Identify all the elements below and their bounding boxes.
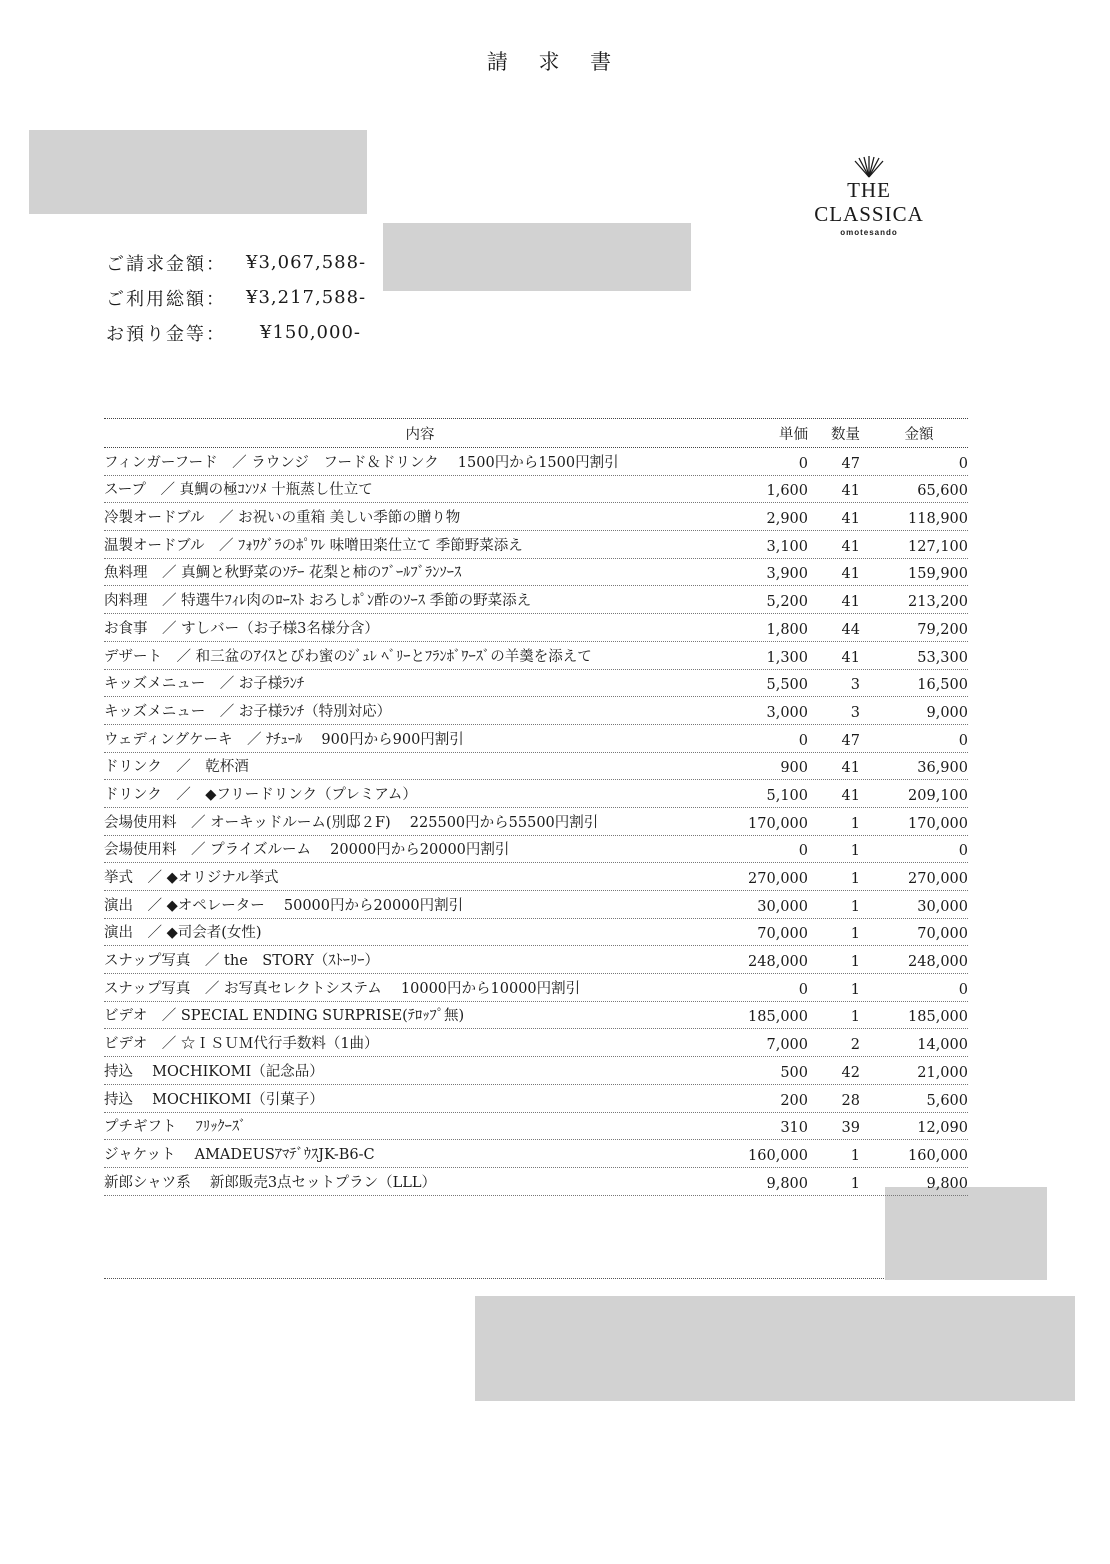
total-usage-label: ご利用総額：	[106, 288, 226, 310]
redacted-block	[885, 1187, 1047, 1280]
item-amount: 70,000	[917, 926, 968, 943]
item-unit-price: 3,100	[766, 538, 808, 555]
item-amount: 79,200	[917, 621, 968, 638]
item-amount: 14,000	[917, 1037, 968, 1054]
table-row	[104, 808, 968, 836]
item-description: キッズメニュー ／ お子様ﾗﾝﾁ（特別対応）	[104, 703, 392, 720]
item-quantity: 3	[850, 677, 860, 694]
item-unit-price: 1,600	[766, 483, 808, 500]
item-quantity: 41	[841, 566, 860, 583]
item-unit-price: 170,000	[748, 815, 808, 832]
table-row	[104, 503, 968, 531]
table-row	[104, 697, 968, 725]
fan-icon	[852, 156, 886, 178]
item-quantity: 47	[841, 455, 860, 472]
redacted-block	[383, 223, 691, 291]
document-title: 請 求 書	[486, 50, 624, 74]
item-unit-price: 200	[780, 1092, 808, 1109]
item-quantity: 41	[841, 649, 860, 666]
table-body	[104, 448, 968, 1196]
table-row	[104, 753, 968, 781]
item-description: スナップ写真 ／ the STORY（ｽﾄｰﾘｰ）	[104, 953, 380, 970]
total-billed-label: ご請求金額：	[106, 253, 226, 275]
table-row	[104, 1002, 968, 1030]
item-amount: 160,000	[908, 1147, 968, 1164]
invoice-table	[104, 418, 968, 1196]
table-row	[104, 448, 968, 476]
item-description: 挙式 ／ ◆オリジナル挙式	[104, 870, 279, 886]
redacted-block	[475, 1296, 1075, 1401]
item-description: ドリンク ／ 乾杯酒	[104, 759, 249, 776]
item-unit-price: 7,000	[766, 1037, 808, 1054]
item-unit-price: 5,500	[766, 677, 808, 694]
table-row	[104, 1140, 968, 1168]
logo-line1: THE	[847, 178, 891, 202]
item-unit-price: 0	[798, 843, 808, 860]
item-quantity: 1	[850, 1009, 860, 1026]
item-description: 魚料理 ／ 真鯛と秋野菜のｿﾃｰ 花梨と柿のﾌﾞｰﾙﾌﾞﾗﾝｿｰｽ	[104, 565, 462, 582]
item-amount: 209,100	[908, 787, 968, 804]
table-row	[104, 1113, 968, 1141]
item-quantity: 28	[841, 1092, 860, 1109]
item-amount: 21,000	[917, 1064, 968, 1081]
item-quantity: 3	[850, 704, 860, 721]
item-amount: 9,000	[926, 704, 968, 721]
table-row	[104, 642, 968, 670]
table-row	[104, 780, 968, 808]
item-description: フィンガーフード ／ ラウンジ フード＆ドリンク 1500円から1500円割引	[104, 454, 619, 471]
item-amount: 0	[958, 981, 968, 998]
item-amount: 213,200	[908, 594, 968, 611]
venue-logo	[808, 156, 930, 237]
table-row	[104, 1029, 968, 1057]
header-amount: 金額	[904, 426, 934, 443]
item-amount: 248,000	[908, 954, 968, 971]
item-description: 温製オードブル ／ ﾌｫﾜｸﾞﾗのﾎﾟﾜﾚ 味噌田楽仕立て 季節野菜添え	[104, 537, 523, 554]
item-amount: 12,090	[917, 1120, 968, 1137]
item-unit-price: 70,000	[757, 926, 808, 943]
item-amount: 16,500	[917, 677, 968, 694]
item-quantity: 41	[841, 594, 860, 611]
item-quantity: 1	[850, 815, 860, 832]
total-usage-value: ¥3,217,588-	[246, 287, 367, 308]
table-row	[104, 891, 968, 919]
total-usage	[106, 280, 367, 315]
table-header	[104, 418, 968, 448]
header-description: 内容	[405, 426, 435, 443]
item-amount: 9,800	[926, 1175, 968, 1192]
table-row	[104, 586, 968, 614]
item-quantity: 44	[841, 621, 860, 638]
item-quantity: 39	[841, 1120, 860, 1137]
item-quantity: 41	[841, 483, 860, 500]
table-row	[104, 725, 968, 753]
item-unit-price: 2,900	[766, 511, 808, 528]
item-quantity: 1	[850, 843, 860, 860]
table-row	[104, 1057, 968, 1085]
item-amount: 0	[958, 843, 968, 860]
item-unit-price: 185,000	[748, 1009, 808, 1026]
table-row	[104, 559, 968, 587]
item-description: ドリンク ／ ◆フリードリンク（プレミアム）	[104, 786, 417, 803]
item-quantity: 41	[841, 538, 860, 555]
total-billed-value: ¥3,067,588-	[246, 252, 367, 273]
item-amount: 0	[958, 732, 968, 749]
item-description: 会場使用料 ／ オーキッドルーム(別邸２F) 225500円から55500円割引	[104, 814, 599, 831]
item-description: 持込 MOCHIKOMI（記念品）	[104, 1063, 324, 1080]
item-amount: 53,300	[917, 649, 968, 666]
table-row	[104, 476, 968, 504]
item-amount: 65,600	[917, 483, 968, 500]
item-quantity: 41	[841, 787, 860, 804]
item-amount: 170,000	[908, 815, 968, 832]
table-row	[104, 1085, 968, 1113]
item-quantity: 47	[841, 732, 860, 749]
item-amount: 118,900	[908, 511, 968, 528]
item-unit-price: 270,000	[748, 871, 808, 887]
item-description: ウェディングケーキ ／ ﾅﾁｭｰﾙ 900円から900円割引	[104, 731, 464, 748]
item-unit-price: 0	[798, 732, 808, 749]
header-unit-price: 単価	[779, 426, 808, 443]
item-description: 演出 ／ ◆司会者(女性)	[104, 925, 262, 942]
deposit-value: ¥150,000-	[260, 322, 361, 343]
item-amount: 30,000	[917, 898, 968, 915]
item-quantity: 1	[850, 981, 860, 998]
header-quantity: 数量	[831, 426, 860, 443]
item-amount: 185,000	[908, 1009, 968, 1026]
total-billed	[106, 245, 367, 280]
item-quantity: 1	[850, 1147, 860, 1164]
item-unit-price: 1,800	[766, 621, 808, 638]
item-unit-price: 0	[798, 455, 808, 472]
item-description: 会場使用料 ／ プライズルーム 20000円から20000円割引	[104, 842, 510, 859]
logo-line2: CLASSICA	[814, 202, 924, 226]
item-quantity: 42	[841, 1064, 860, 1081]
item-quantity: 41	[841, 760, 860, 777]
item-amount: 270,000	[908, 871, 968, 887]
item-description: ジャケット AMADEUSｱﾏﾃﾞｳｽJK-B6-C	[104, 1146, 375, 1163]
deposit	[106, 315, 361, 350]
item-unit-price: 30,000	[757, 898, 808, 915]
item-unit-price: 900	[780, 760, 808, 777]
item-description: ビデオ ／ ☆ＩＳＵＭ代行手数料（1曲）	[104, 1036, 379, 1053]
item-amount: 36,900	[917, 760, 968, 777]
item-unit-price: 1,300	[766, 649, 808, 666]
item-amount: 5,600	[926, 1092, 968, 1109]
item-amount: 0	[958, 455, 968, 472]
item-description: 持込 MOCHIKOMI（引菓子）	[104, 1091, 324, 1108]
table-row	[104, 946, 968, 974]
item-unit-price: 5,100	[766, 787, 808, 804]
logo-subtitle: omotesando	[840, 228, 898, 237]
item-quantity: 1	[850, 871, 860, 887]
deposit-label: お預り金等：	[106, 323, 226, 345]
item-description: 演出 ／ ◆オペレーター 50000円から20000円割引	[104, 897, 464, 914]
table-row	[104, 614, 968, 642]
item-quantity: 1	[850, 926, 860, 943]
table-row	[104, 919, 968, 947]
table-row	[104, 531, 968, 559]
item-unit-price: 310	[780, 1120, 808, 1137]
table-row	[104, 670, 968, 698]
item-amount: 127,100	[908, 538, 968, 555]
item-unit-price: 9,800	[766, 1175, 808, 1192]
item-quantity: 1	[850, 954, 860, 971]
item-unit-price: 5,200	[766, 594, 808, 611]
table-row	[104, 863, 968, 891]
item-quantity: 41	[841, 511, 860, 528]
item-amount: 159,900	[908, 566, 968, 583]
item-description: プチギフト ﾌﾘｯｸｰｽﾞ	[104, 1119, 247, 1136]
item-description: スナップ写真 ／ お写真セレクトシステム 10000円から10000円割引	[104, 980, 581, 997]
item-quantity: 1	[850, 1175, 860, 1192]
totals-summary	[106, 245, 367, 350]
item-quantity: 2	[850, 1037, 860, 1054]
item-description: 新郎シャツ系 新郎販売3点セットプラン（LLL）	[104, 1174, 436, 1191]
item-unit-price: 0	[798, 981, 808, 998]
item-unit-price: 3,900	[766, 566, 808, 583]
table-row	[104, 836, 968, 864]
divider	[104, 1278, 884, 1279]
item-description: スープ ／ 真鯛の極ｺﾝｿﾒ 十瓶蒸し仕立て	[104, 482, 373, 499]
item-unit-price: 3,000	[766, 704, 808, 721]
item-description: ビデオ ／ SPECIAL ENDING SURPRISE(ﾃﾛｯﾌﾟ無)	[104, 1008, 465, 1025]
item-unit-price: 160,000	[748, 1147, 808, 1164]
item-quantity: 1	[850, 898, 860, 915]
redacted-block	[29, 130, 367, 214]
item-description: 肉料理 ／ 特選牛ﾌｨﾚ肉のﾛｰｽﾄ おろしﾎﾟﾝ酢のｿｰｽ 季節の野菜添え	[104, 593, 532, 610]
item-unit-price: 500	[780, 1064, 808, 1081]
table-row	[104, 1168, 968, 1196]
item-description: お食事 ／ すしバー（お子様3名様分含）	[104, 620, 379, 637]
item-unit-price: 248,000	[748, 954, 808, 971]
item-description: キッズメニュー ／ お子様ﾗﾝﾁ	[104, 676, 305, 693]
item-description: デザート ／ 和三盆のｱｲｽとびわ蜜のｼﾞｭﾚ ﾍﾞﾘｰとﾌﾗﾝﾎﾞﾜｰｽﾞの羊羹を添えて	[104, 648, 592, 665]
table-row	[104, 974, 968, 1002]
item-description: 冷製オードブル ／ お祝いの重箱 美しい季節の贈り物	[104, 510, 461, 527]
